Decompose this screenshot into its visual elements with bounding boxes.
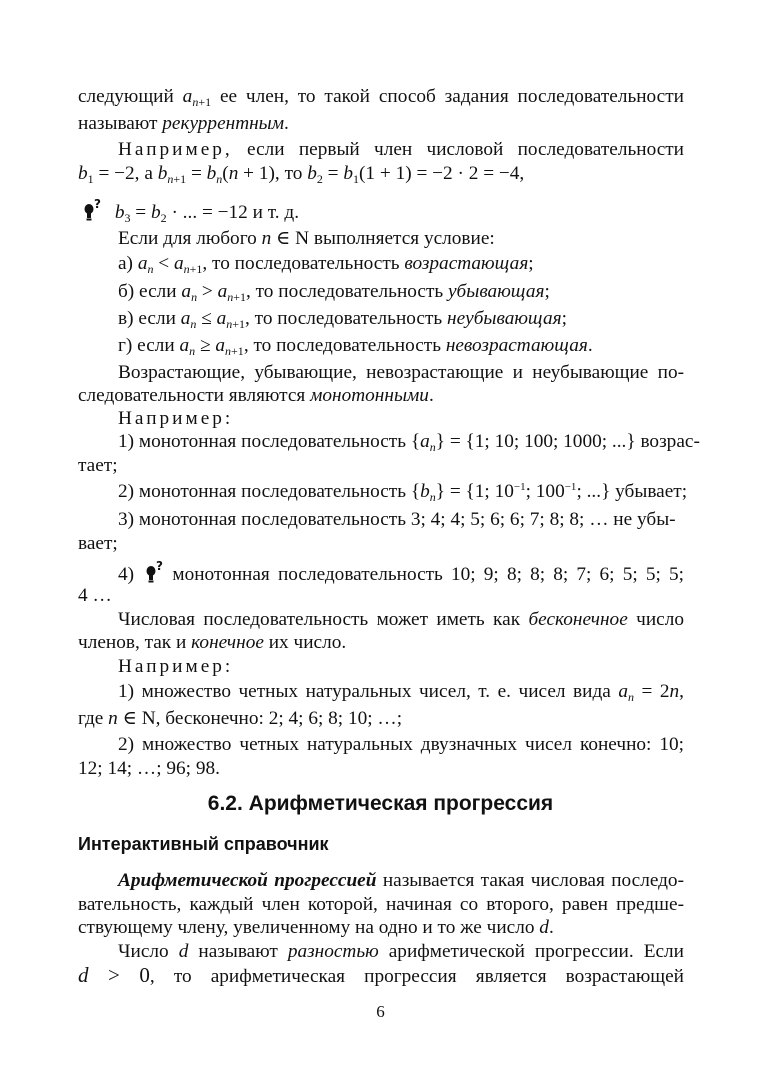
list-item: б) если $a_n > a_{n+1}$, то последовательность убывающая; (118, 281, 550, 304)
text-line: Арифметической прогрессией называется такая числовая последо- (118, 870, 684, 891)
text-line: следовательности являются монотонными. (78, 385, 434, 406)
text-line: членов, так и конечное их число. (78, 632, 347, 653)
text-line: где n ∈ N, бесконечно: 2; 4; 6; 8; 10; …; (78, 708, 403, 729)
text-line: тает; (78, 455, 118, 476)
formula: $a_{n+1}$ (182, 86, 212, 109)
text-line: называют рекуррентным. (78, 113, 289, 134)
text-line: вает; (78, 533, 118, 554)
list-item: 3) монотонная последовательность 3; 4; 4; 5; 6; 6; 7; 8; 8; … не убы- (118, 509, 676, 530)
text-line: Возрастающие, убывающие, невозрастающие и неубывающие по- (118, 362, 684, 383)
subsection-heading: Интерактивный справочник (78, 834, 329, 854)
svg-text:?: ? (156, 560, 164, 573)
list-item: 2) множество четных натуральных двузначных чисел конечно: 10; (118, 734, 684, 755)
list-item: 2) монотонная последовательность $\{b_n\} = \{1$; $10^{-1}$; $100^{-1}$; ...} убывает; (118, 481, 688, 504)
list-item: 4) ? монотонная последовательность 10; 9; 8; 8; 8; 7; 6; 5; 5; 5; (118, 560, 684, 585)
text-line: Например: (118, 408, 234, 429)
page-number: 6 (376, 1002, 385, 1021)
text-line: вательность, каждый член которой, начиная со второго, равен предше- (78, 894, 684, 915)
list-item: в) если $a_n \le a_{n+1}$, то последовательность неубывающая; (118, 308, 567, 331)
list-item: а) $a_n < a_{n+1}$, то последовательность возрастающая; (118, 253, 534, 276)
list-item: 1) множество четных натуральных чисел, т. е. чисел вида $a_n = 2n$, (118, 681, 684, 704)
text-line: 4 … (78, 585, 112, 606)
list-item: г) если $a_n \ge a_{n+1}$, то последовательность невозрастающая. (118, 335, 593, 358)
text-line: d > 0, то арифметическая прогрессия является возрастающей (78, 963, 685, 987)
text-line: Например, если первый член числовой последовательности (118, 139, 684, 160)
interactive-hint-icon[interactable] (80, 198, 102, 224)
text-line: Число d называют разностью арифметической прогрессии. Если (118, 941, 684, 962)
text-line: 12; 14; …; 96; 98. (78, 758, 220, 779)
text-line: ствующему члену, увеличенному на одно и то же число d. (78, 917, 554, 938)
svg-text:?: ? (94, 198, 101, 211)
formula-line: ? $b_3 = b_2$ · ... = −12 и т. д. (80, 198, 299, 225)
list-item: 1) монотонная последовательность $\{a_n\} = \{1$; 10; 100; 1000; ...} возрас- (118, 431, 700, 454)
interactive-hint-icon[interactable] (142, 560, 164, 586)
text-line: следующий $a_{n+1}$ ее член, то такой способ задания последовательности (78, 86, 684, 109)
text-line: Числовая последовательность может иметь как бесконечное число (118, 609, 684, 630)
text-line: Например: (118, 656, 234, 677)
formula-line: $b_1 = -2$, а $b_{n+1} = b_n(n + 1)$, то $b_2 = b_1(1 + 1) = -2 \cdot 2 = -4$, (78, 163, 525, 186)
section-heading: 6.2. Арифметическая прогрессия (207, 792, 554, 815)
text-line: Если для любого n ∈ N выполняется условие: (118, 228, 495, 249)
